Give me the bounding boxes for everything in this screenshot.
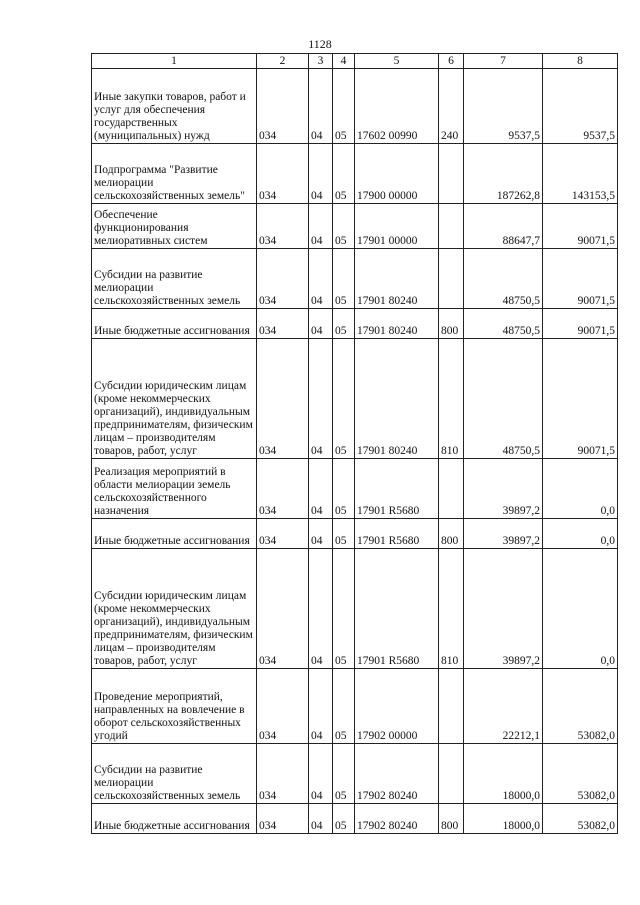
ministry-code: 034 [257, 804, 309, 834]
column-header: 7 [464, 54, 543, 69]
table-row [92, 519, 618, 549]
table-row [92, 459, 618, 519]
section-code: 04 [309, 804, 333, 834]
subsection-code: 05 [333, 744, 355, 804]
amount-year-2: 90071,5 [543, 309, 618, 339]
expense-type-code [439, 669, 464, 744]
amount-year-1: 18000,0 [464, 744, 543, 804]
subsection-code: 05 [333, 804, 355, 834]
item-name: Реализация мероприятий в области мелиорации земель сельскохозяйственного назначения [92, 459, 257, 519]
item-name: Проведение мероприятий, направленных на вовлечение в оборот сельскохозяйственных угодий [92, 669, 257, 744]
page-number: 1128 [308, 37, 332, 51]
section-code: 04 [309, 204, 333, 249]
table-row [92, 669, 618, 744]
header-row [92, 54, 618, 69]
section-code: 04 [309, 69, 333, 144]
column-header: 2 [257, 54, 309, 69]
target-article-code: 17901 R5680 [355, 519, 439, 549]
target-article-code: 17902 80240 [355, 804, 439, 834]
target-article-code: 17901 80240 [355, 249, 439, 309]
section-code: 04 [309, 669, 333, 744]
target-article-code: 17901 80240 [355, 309, 439, 339]
target-article-code: 17902 80240 [355, 744, 439, 804]
amount-year-1: 22212,1 [464, 669, 543, 744]
ministry-code: 034 [257, 744, 309, 804]
amount-year-1: 39897,2 [464, 519, 543, 549]
amount-year-2: 53082,0 [543, 669, 618, 744]
table-row [92, 549, 618, 669]
item-name: Субсидии юридическим лицам (кроме некоммерческих организаций), индивидуальным предпринимателям, физическим лицам – производителям товаров, работ, услуг [92, 339, 257, 459]
target-article-code: 17901 R5680 [355, 549, 439, 669]
amount-year-2: 9537,5 [543, 69, 618, 144]
subsection-code: 05 [333, 459, 355, 519]
table-row [92, 144, 618, 204]
column-header: 8 [543, 54, 618, 69]
amount-year-2: 53082,0 [543, 804, 618, 834]
amount-year-2: 0,0 [543, 549, 618, 669]
target-article-code: 17901 00000 [355, 204, 439, 249]
ministry-code: 034 [257, 519, 309, 549]
expense-type-code [439, 459, 464, 519]
ministry-code: 034 [257, 669, 309, 744]
item-name: Субсидии на развитие мелиорации сельскохозяйственных земель [92, 249, 257, 309]
ministry-code: 034 [257, 459, 309, 519]
item-name: Иные бюджетные ассигнования [92, 804, 257, 834]
expense-type-code [439, 249, 464, 309]
table-row [92, 804, 618, 834]
column-header: 4 [333, 54, 355, 69]
expense-type-code [439, 204, 464, 249]
section-code: 04 [309, 459, 333, 519]
amount-year-2: 0,0 [543, 519, 618, 549]
expense-type-code [439, 744, 464, 804]
section-code: 04 [309, 144, 333, 204]
subsection-code: 05 [333, 204, 355, 249]
item-name: Иные бюджетные ассигнования [92, 309, 257, 339]
amount-year-2: 53082,0 [543, 744, 618, 804]
table-row [92, 339, 618, 459]
target-article-code: 17901 80240 [355, 339, 439, 459]
table-row [92, 309, 618, 339]
expense-type-code: 800 [439, 804, 464, 834]
ministry-code: 034 [257, 144, 309, 204]
ministry-code: 034 [257, 249, 309, 309]
amount-year-1: 48750,5 [464, 309, 543, 339]
section-code: 04 [309, 249, 333, 309]
ministry-code: 034 [257, 339, 309, 459]
amount-year-1: 88647,7 [464, 204, 543, 249]
column-header: 3 [309, 54, 333, 69]
amount-year-1: 9537,5 [464, 69, 543, 144]
amount-year-1: 39897,2 [464, 549, 543, 669]
subsection-code: 05 [333, 549, 355, 669]
expense-type-code: 240 [439, 69, 464, 144]
subsection-code: 05 [333, 339, 355, 459]
section-code: 04 [309, 549, 333, 669]
item-name: Субсидии юридическим лицам (кроме некоммерческих организаций), индивидуальным предпринимателям, физическим лицам – производителям товаров, работ, услуг [92, 549, 257, 669]
table-row [92, 69, 618, 144]
item-name: Иные бюджетные ассигнования [92, 519, 257, 549]
column-header: 5 [355, 54, 439, 69]
ministry-code: 034 [257, 309, 309, 339]
subsection-code: 05 [333, 144, 355, 204]
amount-year-1: 48750,5 [464, 249, 543, 309]
amount-year-2: 90071,5 [543, 339, 618, 459]
expense-type-code: 810 [439, 339, 464, 459]
item-name: Иные закупки товаров, работ и услуг для обеспечения государственных (муниципальных) нужд [92, 69, 257, 144]
amount-year-1: 187262,8 [464, 144, 543, 204]
table-row [92, 744, 618, 804]
target-article-code: 17902 00000 [355, 669, 439, 744]
expense-type-code: 810 [439, 549, 464, 669]
amount-year-2: 90071,5 [543, 249, 618, 309]
subsection-code: 05 [333, 669, 355, 744]
ministry-code: 034 [257, 549, 309, 669]
amount-year-2: 143153,5 [543, 144, 618, 204]
item-name: Подпрограмма "Развитие мелиорации сельскохозяйственных земель" [92, 144, 257, 204]
subsection-code: 05 [333, 249, 355, 309]
amount-year-2: 90071,5 [543, 204, 618, 249]
amount-year-2: 0,0 [543, 459, 618, 519]
section-code: 04 [309, 309, 333, 339]
expense-type-code: 800 [439, 309, 464, 339]
target-article-code: 17900 00000 [355, 144, 439, 204]
target-article-code: 17901 R5680 [355, 459, 439, 519]
budget-table [91, 53, 618, 834]
amount-year-1: 39897,2 [464, 459, 543, 519]
section-code: 04 [309, 744, 333, 804]
item-name: Обеспечение функционирования мелиоративных систем [92, 204, 257, 249]
table-row [92, 249, 618, 309]
subsection-code: 05 [333, 69, 355, 144]
column-header: 6 [439, 54, 464, 69]
section-code: 04 [309, 519, 333, 549]
subsection-code: 05 [333, 309, 355, 339]
ministry-code: 034 [257, 69, 309, 144]
amount-year-1: 18000,0 [464, 804, 543, 834]
column-header: 1 [92, 54, 257, 69]
amount-year-1: 48750,5 [464, 339, 543, 459]
target-article-code: 17602 00990 [355, 69, 439, 144]
table-row [92, 204, 618, 249]
item-name: Субсидии на развитие мелиорации сельскохозяйственных земель [92, 744, 257, 804]
subsection-code: 05 [333, 519, 355, 549]
section-code: 04 [309, 339, 333, 459]
expense-type-code: 800 [439, 519, 464, 549]
ministry-code: 034 [257, 204, 309, 249]
expense-type-code [439, 144, 464, 204]
